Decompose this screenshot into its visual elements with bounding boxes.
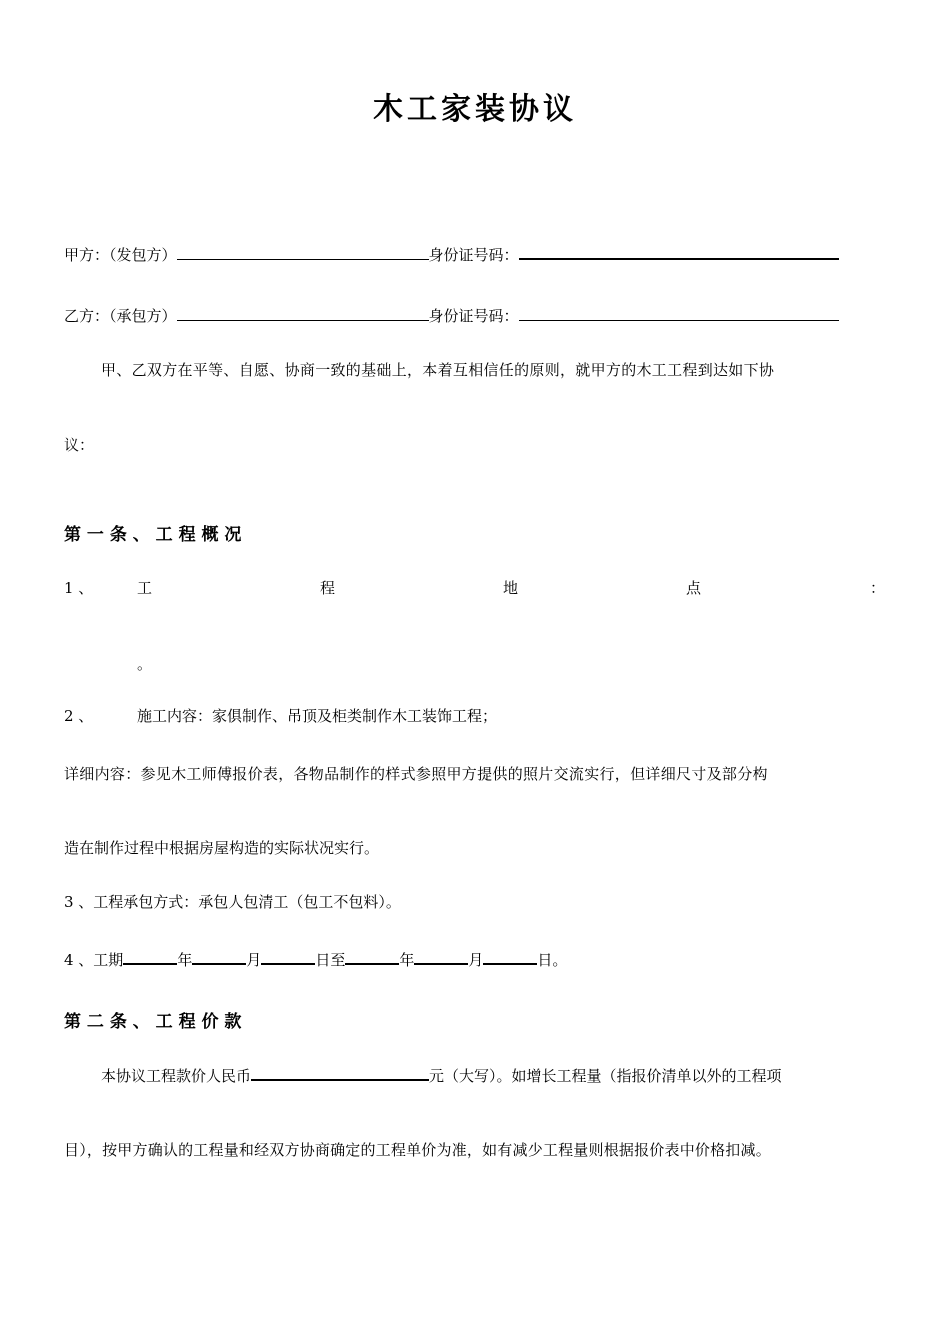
party-a-id-label: 身份证号码：: [428, 246, 519, 264]
month-label-2: 月: [468, 951, 484, 969]
start-day-blank[interactable]: [261, 949, 315, 965]
item-1-end-mark: 。: [137, 655, 153, 673]
party-b-id-label: 身份证号码：: [428, 307, 519, 325]
party-b-label: 乙方：（承包方）: [64, 307, 177, 325]
detail-line-2: 造在制作过程中根据房屋构造的实际状况实行。: [64, 839, 380, 857]
month-label: 月: [246, 951, 262, 969]
party-b-row: [64, 306, 839, 326]
party-b-name-blank[interactable]: [177, 306, 429, 321]
year-label-2: 年: [399, 951, 415, 969]
article-1-heading: 第 一 条 、 工 程 概 况: [64, 525, 242, 545]
day-to-label: 日至: [315, 951, 346, 969]
price-suffix: 元（大写）。如增长工程量（指报价清单以外的工程项: [429, 1067, 782, 1085]
price-amount-blank[interactable]: [251, 1065, 429, 1081]
price-line-1: [101, 1065, 782, 1086]
item-1-char-1: 工: [137, 579, 153, 597]
article-2-heading: 第 二 条 、 工 程 价 款: [64, 1012, 242, 1032]
end-year-blank[interactable]: [345, 949, 399, 965]
start-year-blank[interactable]: [123, 949, 177, 965]
item-2-number: 2 、: [64, 707, 94, 725]
year-label: 年: [177, 951, 193, 969]
detail-line-1: 详细内容：参见木工师傅报价表，各物品制作的样式参照甲方提供的照片交流实行，但详细尺寸及部分构: [64, 765, 768, 783]
item-1-char-3: 地: [503, 579, 519, 597]
item-1-char-5: ：: [870, 579, 886, 597]
day-label: 日。: [537, 951, 568, 969]
item-1-number: 1 、: [64, 579, 94, 597]
end-month-blank[interactable]: [414, 949, 468, 965]
start-month-blank[interactable]: [192, 949, 246, 965]
item-1-char-4: 点: [686, 579, 702, 597]
item-1-char-2: 程: [320, 579, 336, 597]
price-prefix: 本协议工程款价人民币: [101, 1067, 252, 1085]
party-b-id-blank[interactable]: [519, 306, 839, 321]
end-day-blank[interactable]: [483, 949, 537, 965]
item-4-prefix: 4 、工期: [64, 951, 124, 969]
party-a-id-blank[interactable]: [519, 244, 839, 260]
item-4-row: [64, 949, 567, 970]
intro-line-2: 议：: [64, 436, 95, 454]
price-line-2: 目），按甲方确认的工程量和经双方协商确定的工程单价为准，如有减少工程量则根据报价表中价格扣减。: [64, 1141, 771, 1159]
party-a-row: [64, 244, 839, 265]
intro-line-1: 甲、乙双方在平等、自愿、协商一致的基础上，本着互相信任的原则，就甲方的木工工程到达如下协: [101, 361, 775, 379]
party-a-label: 甲方：（发包方）: [64, 246, 177, 264]
item-3-text: 3 、工程承包方式：承包人包清工（包工不包料）。: [64, 893, 401, 911]
document-title: 木工家装协议: [373, 92, 577, 127]
party-a-name-blank[interactable]: [177, 245, 429, 260]
item-2-text: 施工内容：家俱制作、吊顶及柜类制作木工装饰工程；: [137, 707, 498, 725]
